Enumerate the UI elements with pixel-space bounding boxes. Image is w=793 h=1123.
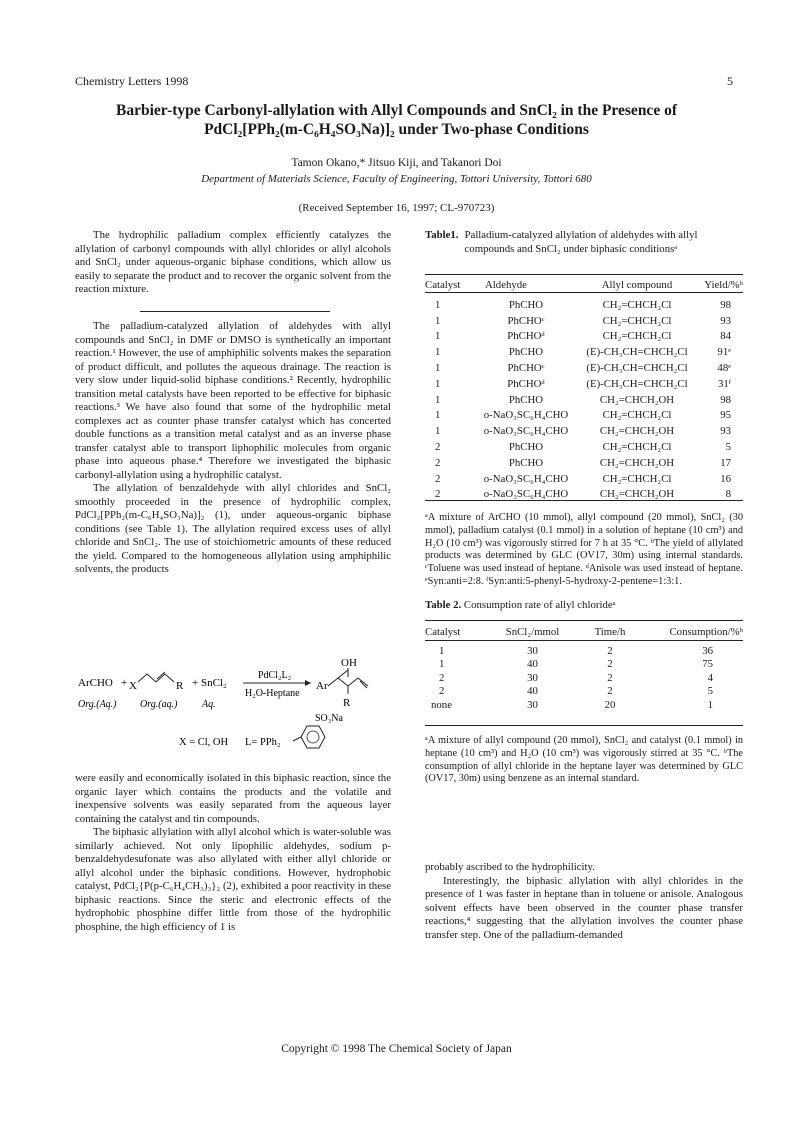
scheme-x-definition: X = Cl, OH (179, 737, 229, 748)
table1-cell-catalyst: 1 (435, 377, 441, 390)
table1-header-rule (425, 292, 743, 293)
scheme-phase-3: Aq. (202, 699, 216, 710)
table2-cell-time: 2 (607, 671, 613, 684)
table2-cell-catalyst: 2 (439, 685, 445, 698)
table1-cell-aldehyde: PhCHOᵈ (507, 377, 545, 390)
table2-bottom-rule (425, 725, 743, 726)
scheme-catalyst: PdCl₂L₂ (258, 670, 292, 681)
copyright-footer: Copyright © 1998 The Chemical Society of Japan (281, 1043, 512, 1055)
scheme-plus-1: + (121, 677, 128, 689)
oh-link (338, 670, 348, 678)
arrow-head (305, 680, 311, 686)
table2-cell-consumption: 1 (707, 698, 713, 711)
table2-cell-catalyst: 1 (439, 658, 445, 671)
table1-cell-aldehyde: PhCHO (508, 393, 544, 406)
table1-cell-aldehyde: PhCHOᶜ (507, 362, 545, 375)
body-paragraph-5: probably ascribed to the hydrophilicity. (425, 861, 595, 873)
table2-cell-sncl2: 40 (527, 658, 538, 671)
title-line-2: PdCl₂[PPh₂(m-C₆H₄SO₃Na)]₂ under Two-phase Conditions (204, 121, 589, 138)
benzene-aromatic (307, 731, 319, 743)
table1-row (425, 329, 743, 345)
table1-cell-allyl: CH₂=CHCH₂Cl (602, 409, 672, 422)
table2-row (425, 644, 743, 658)
table2-cell-sncl2: 30 (527, 644, 538, 657)
table1-cell-aldehyde: PhCHO (508, 346, 544, 359)
table2-header-catalyst: Catalyst (425, 625, 461, 638)
scheme-r-2: R (343, 697, 351, 709)
table2-cell-consumption: 5 (707, 685, 713, 698)
phosphine-bond (293, 737, 301, 741)
paper-title (40, 101, 753, 139)
table2-cell-time: 2 (607, 644, 613, 657)
table1-cell-yield: 84 (720, 330, 731, 343)
table1-cell-catalyst: 1 (435, 409, 441, 422)
table1-cell-allyl: CH₂=CHCH₂Cl (602, 314, 672, 327)
scheme-r-1: R (176, 680, 184, 692)
table1-row (425, 471, 743, 487)
table1-cell-yield: 16 (720, 472, 731, 485)
table2-row (425, 658, 743, 672)
table2-cell-time: 2 (607, 658, 613, 671)
table1-caption-block (425, 229, 743, 256)
scheme-so3na: SO₃Na (315, 713, 343, 724)
benzene-ring (301, 726, 325, 748)
table1-cell-aldehyde: PhCHO (508, 456, 544, 469)
table1-row (425, 392, 743, 408)
body-left-bottom (75, 772, 391, 934)
table2-row (425, 685, 743, 699)
table2-cell-catalyst: 1 (439, 644, 445, 657)
table2-row (425, 698, 743, 712)
table1-bottom-rule (425, 500, 743, 501)
table1-cell-catalyst: 1 (435, 346, 441, 359)
table1-cell-catalyst: 1 (435, 393, 441, 406)
table1-cell-catalyst: 2 (435, 488, 441, 501)
abstract-divider (140, 311, 330, 312)
table1-row (425, 439, 743, 455)
scheme-l-definition: L= PPh₂ (245, 737, 281, 748)
table2-cell-consumption: 75 (702, 658, 713, 671)
table2-top-rule (425, 620, 743, 621)
table1-cell-yield: 93 (720, 314, 731, 327)
scheme-phase-2: Org.(aq.) (140, 699, 178, 710)
table2-caption-block (425, 599, 743, 613)
table1-top-rule (425, 274, 743, 275)
table1-row (425, 376, 743, 392)
table2-cell-sncl2: 40 (527, 685, 538, 698)
scheme-sncl2: + SnCl₂ (192, 677, 227, 689)
table1-cell-yield: 98 (720, 393, 731, 406)
product-chain (328, 678, 368, 686)
table1-cell-yield: 95 (720, 409, 731, 422)
table2-header-time: Time/h (594, 625, 626, 638)
table1-cell-allyl: (E)-CH₃CH=CHCH₂Cl (586, 346, 688, 359)
journal-name: Chemistry Letters 1998 (75, 74, 189, 88)
table1-cell-catalyst: 1 (435, 425, 441, 438)
body-left-top (75, 320, 391, 577)
table2-caption: Consumption rate of allyl chlorideᵃ (463, 599, 616, 611)
table2-cell-sncl2: 30 (527, 698, 538, 711)
table1-cell-catalyst: 2 (435, 441, 441, 454)
table1-cell-catalyst: 1 (435, 314, 441, 327)
table1-cell-aldehyde: PhCHOᶜ (507, 314, 545, 327)
table2-header-sncl2: SnCl₂/mmol (505, 625, 560, 638)
table1-caption: Palladium-catalyzed allylation of aldehydes with allyl compounds and SnCl₂ under biphasic conditionsᵃ (464, 229, 698, 255)
table1-cell-catalyst: 1 (435, 330, 441, 343)
table1-cell-aldehyde: o-NaO₃SC₆H₄CHO (483, 488, 569, 501)
table1-footnote: ᵃA mixture of ArCHO (10 mmol), allyl compound (20 mmol), SnCl₂ (30 mmol), palladium catalyst (0.1 mmol) in a solution of heptane (10 cm³) and H₂O (10 cm³) was vigorously stirred for 7 h at 35 °C. ᵇThe yield of allylated products was determined by GLC (OV17, 30m) using internal standards. ᶜToluene was used instead of heptane. ᵈAnisole was used instead of heptane. ᵉSyn:anti=2:8. ᶠSyn:anti:5-phenyl-5-hydroxy-2-pentene=1:3:1. (425, 512, 743, 587)
table1-header-row (425, 277, 743, 292)
table2-cell-catalyst: none (431, 698, 452, 711)
table1-cell-yield: 8 (725, 488, 731, 501)
table1-cell-aldehyde: PhCHOᵈ (507, 330, 545, 343)
body-paragraph-2: The allylation of benzaldehyde with allyl chlorides and SnCl₂ smoothly proceeded in the presence of hydrophilic complex, PdCl₂[PPh₂(m-C₆H₄SO₃Na)]₂ (1), under aqueous-organic biphase conditions (see Table 1). The allylation required excess uses of allyl chloride and SnCl₂. The use of stoichiometric amounts of these reduced the yield. Compared to the homogeneous allylation using amphiphilic solvents, the products (75, 482, 391, 575)
table1-cell-catalyst: 1 (435, 362, 441, 375)
table1-cell-allyl: CH₂=CHCH₂OH (599, 456, 675, 469)
table1-cell-aldehyde: o-NaO₃SC₆H₄CHO (483, 409, 569, 422)
table1-cell-yield: 5 (725, 441, 731, 454)
abstract (75, 229, 391, 297)
table1-row (425, 360, 743, 376)
table2-body (425, 639, 743, 712)
table2-cell-consumption: 4 (707, 671, 713, 684)
table1-cell-allyl: CH₂=CHCH₂Cl (602, 330, 672, 343)
table1-cell-yield: 98 (720, 298, 731, 311)
table2-footnote: ᵃA mixture of allyl compound (20 mmol), SnCl₂ and catalyst (0.1 mmol) in heptane (10 cm³) and H₂O (10 cm³) was vigorously stirred at 35 °C. ᵇThe consumption of allyl chloride in the heptane layer was determined by GLC (OV17, 30m) using benzene as an internal standard. (425, 735, 743, 785)
table1-cell-yield: 17 (720, 456, 731, 469)
table1-row (425, 297, 743, 313)
scheme-oh: OH (341, 657, 357, 669)
scheme-archo: ArCHO (78, 677, 113, 689)
table1-row (425, 344, 743, 360)
table1-cell-yield: 93 (720, 425, 731, 438)
table2-label: Table 2. (425, 599, 462, 611)
table1-cell-aldehyde: PhCHO (508, 441, 544, 454)
table1-cell-aldehyde: o-NaO₃SC₆H₄CHO (483, 425, 569, 438)
table1-row (425, 408, 743, 424)
abstract-text: The hydrophilic palladium complex efficiently catalyzes the allylation of carbonyl compounds with allyl chlorides or allyl alcohols and SnCl₂ under aqueous-organic biphase conditions, which allow us easily to separate the product and to recover the organic solvent from the reaction mixture. (75, 229, 391, 295)
table1-header-allyl: Allyl compound (601, 278, 673, 291)
table1-cell-yield: 48ᵉ (717, 362, 731, 375)
table1-row (425, 313, 743, 329)
table1-cell-allyl: CH₂=CHCH₂OH (599, 393, 675, 406)
table1-header-aldehyde: Aldehyde (485, 278, 527, 291)
table2-cell-sncl2: 30 (527, 671, 538, 684)
scheme-solvent: H₂O-Heptane (245, 688, 300, 699)
title-line-1: Barbier-type Carbonyl-allylation with Allyl Compounds and SnCl₂ in the Presence of (116, 102, 677, 119)
body-paragraph-3: were easily and economically isolated in this biphasic reaction, since the organic layer which contains the products and the volatile and inexpensive solvents was easily separated from the aqueous layer containing the catalyst and tin compounds. (75, 772, 391, 825)
table1-cell-allyl: (E)-CH₃CH=CHCH₂Cl (586, 377, 688, 390)
table1-cell-catalyst: 2 (435, 472, 441, 485)
scheme-x: X (129, 680, 137, 692)
table1-cell-allyl: CH₂=CHCH₂Cl (602, 441, 672, 454)
table2-grid (425, 624, 743, 712)
table1-label: Table1. (425, 229, 459, 241)
reaction-scheme (75, 656, 395, 766)
body-paragraph-1: The palladium-catalyzed allylation of aldehydes with allyl compounds and SnCl₂ in DMF or DMSO is synthetically an important reaction.¹ However, the use of amphiphilic solvents makes the separation of product difficult, and pollutes the aqueous drainage. The reaction is very slow under liquid-solid biphase conditions.² Recently, hydrophilic transition metal catalysts have been reported to be effective for biphasic reactions.³ We have also found that some of the hydrophilic metal complexes act as counter phase transfer catalyst which has concerted double functions as a transition metal catalyst and as an inverse phase transfer catalyst able to transport liphophilic molecules from organic phase into aqueous phase.⁴ Therefore we investigated the biphasic carbonyl-allylation using a hydrophilic catalyst. (75, 320, 391, 481)
table1-cell-allyl: CH₂=CHCH₂Cl (602, 472, 672, 485)
table1-cell-yield: 91ᵉ (717, 346, 731, 359)
table1-header-catalyst: Catalyst (425, 278, 461, 291)
table1-cell-aldehyde: o-NaO₃SC₆H₄CHO (483, 472, 569, 485)
table1-cell-allyl: CH₂=CHCH₂OH (599, 425, 675, 438)
table1-cell-allyl: (E)-CH₃CH=CHCH₂Cl (586, 362, 688, 375)
page-number: 5 (727, 74, 733, 88)
affiliation: Department of Materials Science, Faculty of Engineering, Tottori University, Tottori 680 (201, 173, 592, 185)
reaction-scheme-drawing (75, 656, 395, 766)
table2-row (425, 671, 743, 685)
table1 (425, 277, 743, 502)
table2-cell-consumption: 36 (702, 644, 713, 657)
table1-cell-yield: 31ᶠ (717, 377, 731, 390)
table1-cell-allyl: CH₂=CHCH₂Cl (602, 298, 672, 311)
table1-cell-allyl: CH₂=CHCH₂OH (599, 488, 675, 501)
allyl-chain (138, 674, 174, 682)
table1-header-yield: Yield/%ᵇ (704, 278, 743, 291)
table2-cell-catalyst: 2 (439, 671, 445, 684)
table2-header-row (425, 624, 743, 639)
table2-cell-time: 20 (604, 698, 616, 711)
table1-cell-catalyst: 2 (435, 456, 441, 469)
scheme-ar: Ar (316, 680, 328, 692)
table1-cell-catalyst: 1 (435, 298, 441, 311)
authors: Tamon Okano,* Jitsuo Kiji, and Takanori Doi (291, 157, 502, 169)
table2 (425, 624, 743, 712)
table1-row (425, 455, 743, 471)
table2-header-consumption: Consumption/%ᵇ (669, 625, 743, 638)
table1-grid (425, 277, 743, 502)
table1-row (425, 423, 743, 439)
body-right-bottom (425, 861, 743, 942)
table2-header-rule (425, 640, 743, 641)
body-paragraph-6: Interestingly, the biphasic allylation with allyl chlorides in the presence of 1 was faster in heptane than in toluene or anisole. Analogous solvent effects have been observed in the counter phase transfer reactions,⁴ suggesting that the allylation involves the counter phase transfer step. One of the palladium-demanded (425, 874, 743, 941)
received-date: (Received September 16, 1997; CL-970723) (298, 202, 495, 214)
body-paragraph-4: The biphasic allylation with allyl alcohol which is water-soluble was similarly achieved. Not only lipophilic aldehydes, sodium p-benzaldehydesufonate was also allylated with either allyl chloride or allyl alcohol under the biphasic conditions. However, hydrophobic catalyst, PdCl₂{P(p-C₆H₄CH₃)₃}₂ (2), exhibited a poor reactivity in these biphasic reactions. Since the steric and electronic effects of the hydrophobic phosphine differ little from those of the hydrophilic phosphine, the high efficiency of 1 is (75, 826, 391, 933)
scheme-phase-1: Org.(Aq.) (78, 699, 117, 710)
table1-body (425, 292, 743, 502)
table2-cell-time: 2 (607, 685, 613, 698)
table1-cell-aldehyde: PhCHO (508, 298, 544, 311)
